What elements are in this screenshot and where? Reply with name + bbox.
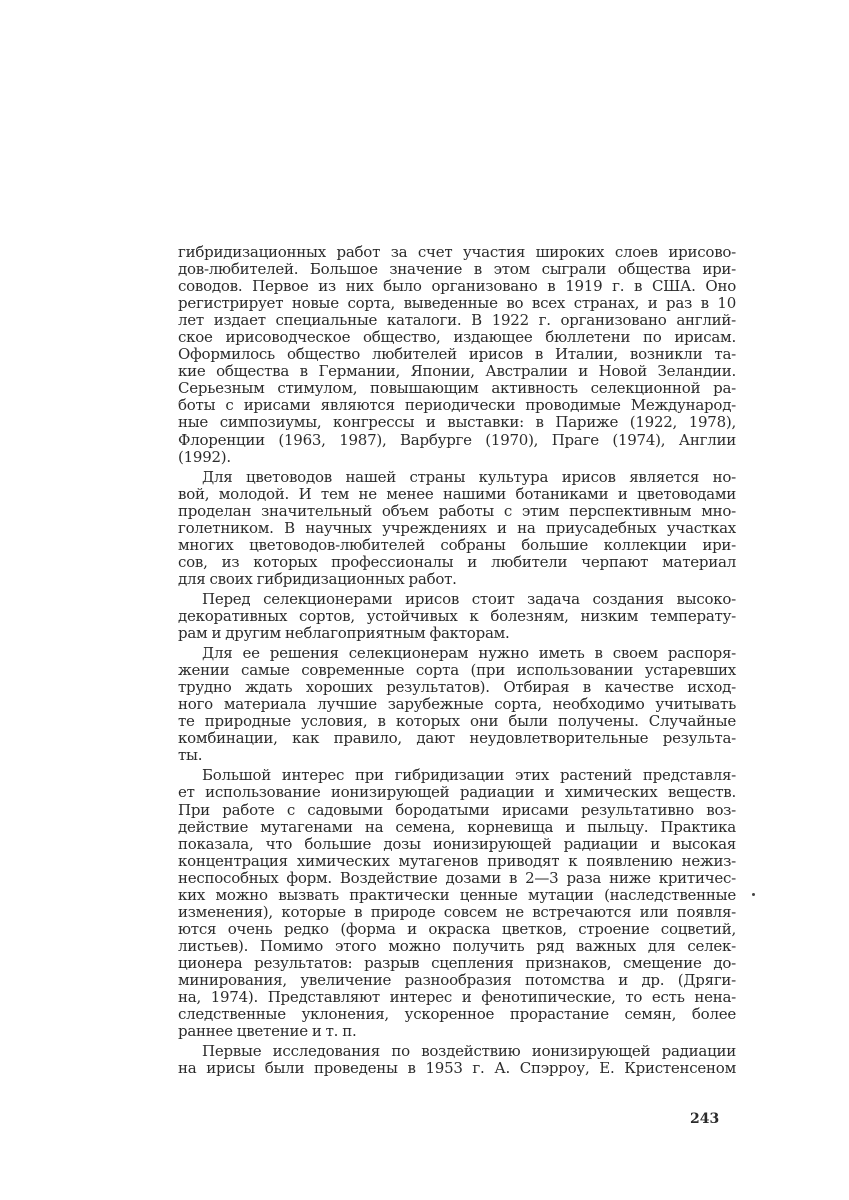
text-line: комбинации, как правило, дают неудовлетворительные результа-: [178, 729, 736, 748]
text-line: боты с ирисами являются периодически проводимые Международ-: [178, 396, 736, 415]
text-line: ются очень редко (форма и окраска цветков, строение соцветий,: [178, 919, 736, 938]
text-line: Флоренции (1963, 1987), Варбурге (1970), Праге (1974), Англии: [178, 430, 736, 449]
text-line: раннее цветение и т. п.: [178, 1022, 357, 1041]
text-line: ких можно вызвать практически ценные мутации (наследственные: [178, 885, 736, 904]
text-line: показала, что большие дозы ионизирующей радиации и высокая: [178, 834, 736, 853]
text-line: гибридизационных работ за счет участия широких слоев ирисово-: [178, 243, 736, 261]
page-number: 243: [690, 1111, 720, 1127]
text-line: неспособных форм. Воздействие дозами в 2—3 раза ниже критичес-: [178, 868, 736, 887]
text-line: на ирисы были проведены в 1953 г. А. Спэрроу, Е. Кристенсеном: [178, 1059, 736, 1078]
text-line: декоративных сортов, устойчивых к болезням, низким температу-: [178, 606, 736, 625]
text-line: соводов. Первое из них было организовано в 1919 г. в США. Оно: [178, 277, 736, 296]
text-line: изменения), которые в природе совсем не встречаются или появля-: [178, 902, 736, 921]
text-line: Большой интерес при гибридизации этих растений представля-: [202, 766, 736, 785]
paragraph: [178, 244, 736, 466]
text-line: те природные условия, в которых они были получены. Случайные: [178, 712, 736, 731]
text-line: регистрирует новые сорта, выведенные во всех странах, и раз в 10: [178, 294, 736, 313]
text-line: проделан значительный объем работы с этим перспективным мно-: [178, 501, 736, 520]
paragraph: [178, 591, 736, 642]
text-line: Первые исследования по воздействию ионизирующей радиации: [202, 1042, 736, 1061]
text-line: Для цветоводов нашей страны культура ирисов является но-: [202, 467, 736, 486]
text-line: Для ее решения селекционерам нужно иметь в своем распоря-: [202, 644, 736, 663]
text-line: действие мутагенами на семена, корневища и пыльцу. Практика: [178, 817, 736, 836]
text-line: дов-любителей. Большое значение в этом сыграли общества ири-: [178, 260, 736, 279]
paragraph: [178, 645, 736, 764]
text-line: (1992).: [178, 447, 231, 466]
text-line: ные симпозиумы, конгрессы и выставки: в Париже (1922, 1978),: [178, 413, 736, 432]
text-line: жении самые современные сорта (при использовании устаревших: [178, 661, 736, 680]
paragraph: [178, 469, 736, 588]
text-line: ет использование ионизирующей радиации и химических веществ.: [178, 783, 736, 802]
text-line: минирования, увеличение разнообразия потомства и др. (Дряги-: [178, 970, 736, 989]
text-line: для своих гибридизационных работ.: [178, 569, 457, 588]
text-line: ты.: [178, 746, 203, 765]
paragraph: [178, 1043, 736, 1077]
text-line: Оформилось общество любителей ирисов в Италии, возникли та-: [178, 345, 736, 364]
text-line: При работе с садовыми бородатыми ирисами результативно воз-: [178, 800, 736, 819]
text-line: сов, из которых профессионалы и любители черпают материал: [178, 552, 736, 571]
text-line: на, 1974). Представляют интерес и фенотипические, то есть нена-: [178, 988, 736, 1007]
margin-dot: [752, 893, 755, 896]
text-line: ционера результатов: разрыв сцепления признаков, смещение до-: [178, 953, 736, 972]
text-line: рам и другим неблагоприятным факторам.: [178, 624, 510, 643]
text-line: кие общества в Германии, Японии, Австралии и Новой Зеландии.: [178, 362, 736, 381]
body-text: [178, 244, 736, 1077]
text-line: голетником. В научных учреждениях и на приусадебных участках: [178, 518, 736, 537]
text-line: следственные уклонения, ускоренное прорастание семян, более: [178, 1005, 736, 1024]
paragraph: [178, 767, 736, 1040]
text-line: многих цветоводов-любителей собраны большие коллекции ири-: [178, 535, 736, 554]
text-line: концентрация химических мутагенов приводят к появлению нежиз-: [178, 851, 736, 870]
text-line: ного материала лучшие зарубежные сорта, необходимо учитывать: [178, 695, 736, 714]
text-line: вой, молодой. И тем не менее нашими ботаниками и цветоводами: [178, 484, 736, 503]
text-line: Перед селекционерами ирисов стоит задача создания высоко-: [202, 589, 736, 608]
text-line: Серьезным стимулом, повышающим активность селекционной ра-: [178, 379, 736, 398]
text-line: лет издает специальные каталоги. В 1922 г. организовано англий-: [178, 311, 736, 330]
text-line: ское ирисоводческое общество, издающее бюллетени по ирисам.: [178, 328, 736, 347]
text-line: трудно ждать хороших результатов). Отбирая в качестве исход-: [178, 678, 736, 697]
text-line: листьев). Помимо этого можно получить ряд важных для селек-: [178, 936, 736, 955]
